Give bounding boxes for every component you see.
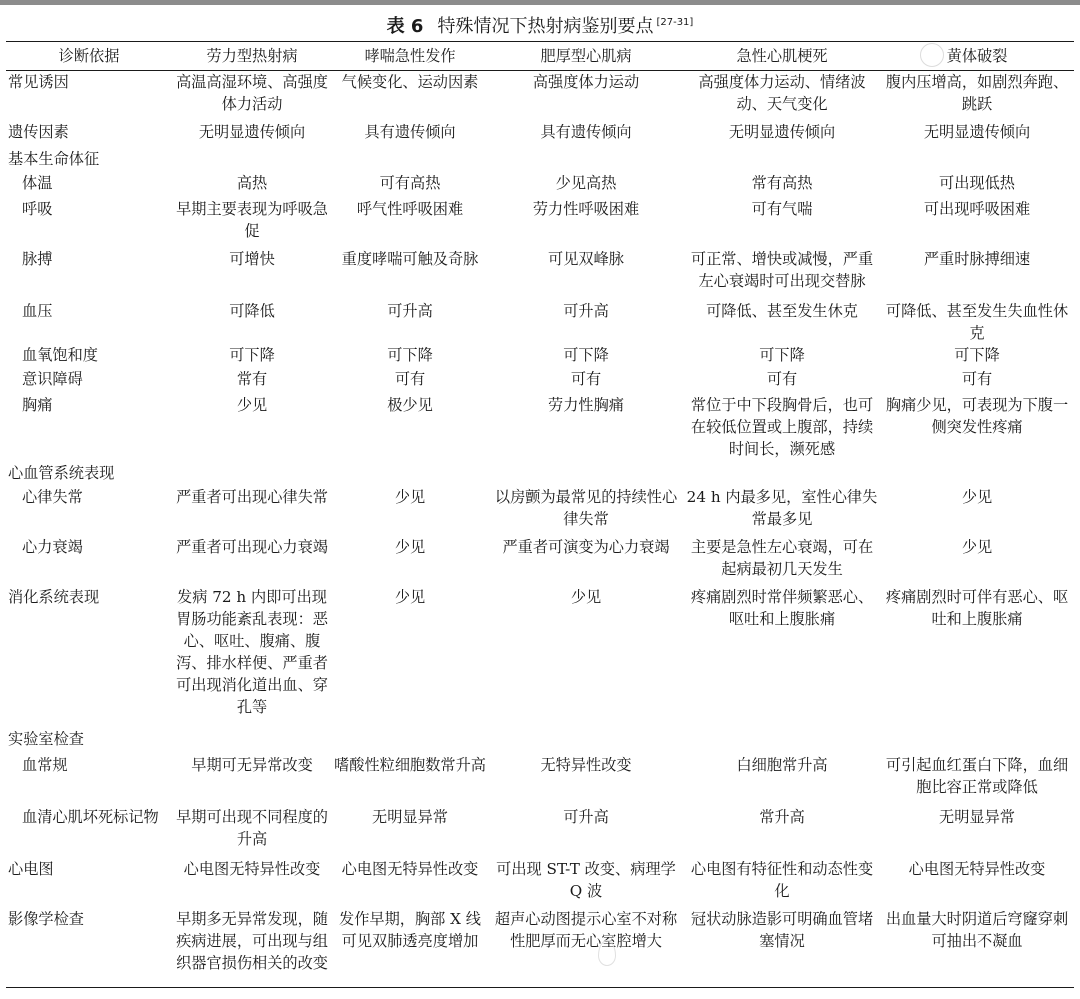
- table-cell: 高强度体力运动: [532, 73, 640, 91]
- table-cell: 少见: [394, 537, 426, 556]
- row-label: 体温: [22, 173, 53, 192]
- table-cell: 无明显异常: [372, 807, 448, 826]
- table-cell: 严重时脉搏细速: [923, 249, 1031, 268]
- table-cell: 可出现呼吸困难: [923, 199, 1031, 218]
- table-cell: 疼痛剧烈时可伴有恶心、呕吐和上腹胀痛: [885, 587, 1069, 628]
- table-cell: 劳力性胸痛: [548, 395, 624, 414]
- table-cell: 呼气性呼吸困难: [356, 199, 464, 218]
- table-cell: 可降低、甚至发生失血性休克: [885, 301, 1069, 342]
- table-row: [6, 368, 1074, 394]
- row-label: 脉搏: [22, 249, 53, 268]
- table-caption: [0, 6, 1080, 40]
- table-cell: 可降低: [229, 301, 275, 320]
- table-cell: 可下降: [229, 345, 275, 364]
- table-cell: 极少见: [387, 395, 433, 414]
- table-cell: 发作早期，胸部 X 线可见双肺透亮度增加: [339, 909, 481, 950]
- table-row: [6, 121, 1074, 148]
- row-label: 血氧饱和度: [22, 345, 98, 364]
- row-label: 常见诱因: [8, 73, 69, 91]
- table-cell: 冠状动脉造影可明确血管堵塞情况: [690, 909, 874, 950]
- row-label: 血常规: [22, 755, 68, 774]
- table-cell: 早期可无异常改变: [191, 755, 313, 774]
- table-cell: 可出现低热: [939, 173, 1015, 192]
- table-cell: 可下降: [759, 345, 805, 364]
- table-cell: 超声心动图提示心室不对称性肥厚而无心室腔增大: [494, 909, 678, 950]
- row-label: 心律失常: [22, 487, 83, 506]
- table-cell: 无特异性改变: [540, 755, 632, 774]
- row-label: 呼吸: [22, 199, 53, 218]
- table-cell: 可有: [570, 369, 602, 388]
- table-cell: 可引起血红蛋白下降，血细胞比容正常或降低: [885, 755, 1069, 796]
- table-cell: 可升高: [563, 301, 609, 320]
- table-cell: 心电图无特异性改变: [341, 859, 479, 878]
- table-cell: 常升高: [759, 807, 805, 826]
- table-row: [6, 198, 1074, 248]
- table-cell: 少见: [961, 537, 993, 556]
- table-row: [6, 486, 1074, 536]
- table-row: [6, 71, 1074, 121]
- table-cell: 少见高热: [555, 173, 617, 192]
- column-header: 黄体破裂: [946, 47, 1008, 65]
- table-cell: 嗜酸性粒细胞数常升高: [334, 755, 486, 774]
- table-cell: 常有: [236, 369, 268, 388]
- row-label: 血清心肌坏死标记物: [22, 807, 159, 826]
- table-cell: 少见: [961, 487, 993, 506]
- section-label: 基本生命体征: [8, 149, 100, 168]
- table-row: [6, 172, 1074, 198]
- table-body: [6, 71, 1074, 988]
- table-cell: 严重者可出现心力衰竭: [176, 537, 328, 556]
- row-label: 心力衰竭: [22, 537, 83, 556]
- table-cell: 24 h 内最多见，室性心律失常最多见: [686, 487, 878, 528]
- table-cell: 劳力性呼吸困难: [532, 199, 640, 218]
- row-label: 消化系统表现: [8, 587, 100, 606]
- section-row: [6, 728, 1074, 754]
- column-header: 哮喘急性发作: [364, 47, 456, 65]
- table-cell: 早期多无异常发现，随疾病进展，可出现与组织器官损伤相关的改变: [176, 909, 328, 972]
- table-row: [6, 300, 1074, 344]
- column-header: 急性心肌梗死: [736, 47, 828, 65]
- watermark-drop-icon: [598, 940, 616, 966]
- table-cell: 心电图无特异性改变: [908, 859, 1046, 878]
- table-cell: 可升高: [387, 301, 433, 320]
- table-cell: 心电图有特征性和动态性变化: [690, 859, 874, 900]
- top-rule: [0, 0, 1080, 5]
- table-cell: 可下降: [954, 345, 1000, 364]
- table-cell: 白细胞常升高: [736, 755, 828, 774]
- table-cell: 无明显遗传倾向: [728, 122, 836, 141]
- table-cell: 出血量大时阴道后穹窿穿刺可抽出不凝血: [885, 909, 1069, 950]
- table-cell: 可有气喘: [751, 199, 813, 218]
- table-cell: 腹内压增高，如剧烈奔跑、跳跃: [885, 73, 1069, 113]
- table-cell: 严重者可演变为心力衰竭: [502, 537, 670, 556]
- table-cell: 以房颤为最常见的持续性心律失常: [494, 487, 678, 528]
- table-cell: 可有: [394, 369, 426, 388]
- table-cell: 疼痛剧烈时常伴频繁恶心、呕吐和上腹胀痛: [690, 587, 874, 628]
- table-cell: 少见: [394, 587, 426, 606]
- table-cell: 主要是急性左心衰竭，可在起病最初几天发生: [690, 537, 874, 578]
- table-cell: 重度哮喘可触及奇脉: [341, 249, 479, 268]
- table-cell: 可正常、增快或减慢，严重左心衰竭时可出现交替脉: [690, 249, 874, 290]
- table-row: [6, 754, 1074, 806]
- table-cell: 可有: [766, 369, 798, 388]
- table-cell: 早期主要表现为呼吸急促: [176, 199, 328, 240]
- table-cell: 可下降: [563, 345, 609, 364]
- section-row: [6, 462, 1074, 486]
- table-cell: 无明显异常: [939, 807, 1015, 826]
- table-cell: 可增快: [229, 249, 275, 268]
- table-cell: 具有遗传倾向: [364, 122, 456, 141]
- table-cell: 少见: [570, 587, 602, 606]
- reference-superscript: [27-31]: [656, 17, 694, 28]
- table-row: [6, 344, 1074, 368]
- table-row: [6, 586, 1074, 728]
- table-cell: 可降低、甚至发生休克: [706, 301, 858, 320]
- table-row: [6, 536, 1074, 586]
- section-label: 心血管系统表现: [8, 463, 115, 482]
- column-header: 劳力型热射病: [206, 47, 298, 65]
- table-cell: 少见: [394, 487, 426, 506]
- row-label: 影像学检查: [8, 909, 84, 928]
- table-row: [6, 248, 1074, 300]
- table-cell: 可有高热: [379, 173, 441, 192]
- table-cell: 气候变化、运动因素: [341, 73, 479, 91]
- table-cell: 无明显遗传倾向: [198, 122, 306, 141]
- table-cell: 高强度体力运动、情绪波动、天气变化: [698, 73, 866, 113]
- table-cell: 早期可出现不同程度的升高: [176, 807, 328, 848]
- table-cell: 可见双峰脉: [548, 249, 624, 268]
- header-row: [6, 42, 1074, 71]
- row-label: 胸痛: [22, 395, 53, 414]
- table-title: 特殊情况下热射病鉴别要点: [437, 16, 654, 37]
- table-row: [6, 806, 1074, 858]
- table-row: [6, 394, 1074, 462]
- table-cell: 无明显遗传倾向: [923, 122, 1031, 141]
- row-label: 遗传因素: [8, 122, 69, 141]
- section-label: 实验室检查: [8, 729, 84, 748]
- table-row: [6, 908, 1074, 988]
- row-label: 心电图: [8, 859, 54, 878]
- table-cell: 心电图无特异性改变: [183, 859, 321, 878]
- table-row: [6, 858, 1074, 908]
- column-header: 诊断依据: [58, 47, 120, 65]
- table-cell: 可下降: [387, 345, 433, 364]
- table-cell: 具有遗传倾向: [540, 122, 632, 141]
- table-cell: 可升高: [563, 807, 609, 826]
- differential-diagnosis-table: [6, 41, 1074, 988]
- row-label: 血压: [22, 301, 53, 320]
- table-cell: 少见: [236, 395, 268, 414]
- table-cell: 常位于中下段胸骨后，也可在较低位置或上腹部，持续时间长，濒死感: [690, 395, 874, 458]
- column-header: 肥厚型心肌病: [540, 47, 632, 65]
- table-cell: 严重者可出现心律失常: [176, 487, 328, 506]
- table-cell: 高热: [236, 173, 268, 192]
- table-number: 表 6: [386, 16, 424, 37]
- table-cell: 常有高热: [751, 173, 813, 192]
- table-cell: 可出现 ST-T 改变、病理学 Q 波: [496, 859, 676, 900]
- row-label: 意识障碍: [22, 369, 83, 388]
- section-row: [6, 148, 1074, 172]
- table-cell: 可有: [961, 369, 993, 388]
- table-cell: 胸痛少见，可表现为下腹一侧突发性疼痛: [885, 395, 1069, 436]
- table-cell: 高温高湿环境、高强度体力活动: [176, 73, 328, 113]
- table-cell: 发病 72 h 内即可出现胃肠功能紊乱表现：恶心、呕吐、腹痛、腹泻、排水样便、严重者可出现消化道出血、穿孔等: [176, 587, 328, 716]
- watermark-bottom: [598, 938, 728, 978]
